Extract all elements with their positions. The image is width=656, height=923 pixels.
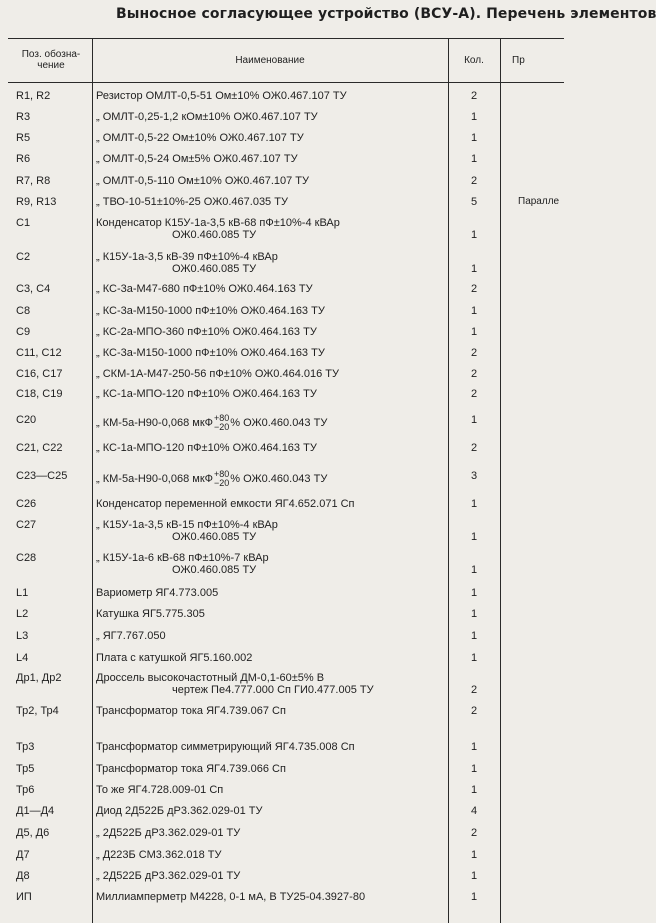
row-name (96, 784, 448, 796)
row-note: Паралле (518, 196, 560, 207)
row-ref: C2 (16, 251, 31, 263)
row-qty: 1 (470, 741, 478, 753)
row-ref: C1 (16, 217, 31, 229)
row-name (96, 368, 448, 380)
row-qty: 1 (470, 608, 478, 620)
row-qty: 1 (470, 564, 478, 576)
row-ref: Тр2, Тр4 (16, 705, 59, 717)
row-ref: R6 (16, 153, 31, 165)
row-qty: 1 (470, 263, 478, 275)
row-name-text: „ КС-1а-МПО-120 пФ±10% ОЖ0.464.163 ТУ (96, 388, 317, 400)
row-qty: 1 (470, 229, 478, 241)
row-qty: 2 (470, 368, 478, 380)
row-name (96, 470, 448, 488)
row-qty: 2 (470, 283, 478, 295)
row-ref: L4 (16, 652, 29, 664)
row-name-text: „ КС-3а-М150-1000 пФ±10% ОЖ0.464.163 ТУ (96, 347, 325, 359)
row-name (96, 552, 448, 576)
row-name-text: Резистор ОМЛТ-0,5-51 Ом±10% ОЖ0.467.107 ТУ (96, 90, 347, 102)
row-name-text: Конденсатор переменной емкости ЯГ4.652.071 Сп (96, 498, 355, 510)
row-name-text: „ КС-3а-М47-680 пФ±10% ОЖ0.464.163 ТУ (96, 283, 313, 295)
row-qty: 2 (470, 347, 478, 359)
row-ref: R3 (16, 111, 31, 123)
header-note: Пр (512, 54, 525, 66)
row-ref: R1, R2 (16, 90, 51, 102)
row-name (96, 705, 448, 717)
row-ref: C28 (16, 552, 37, 564)
row-name-text: „ ОМЛТ-0,5-110 Ом±10% ОЖ0.467.107 ТУ (96, 175, 309, 187)
row-ref: Д8 (16, 870, 30, 882)
row-ref: Тр3 (16, 741, 35, 753)
row-qty: 1 (470, 849, 478, 861)
header-ref: Поз. обозна-чение (21, 49, 81, 71)
row-name (96, 827, 448, 839)
row-name (96, 870, 448, 882)
row-qty: 1 (470, 630, 478, 642)
row-ref: R5 (16, 132, 31, 144)
row-name-text: „ КС-2а-МПО-360 пФ±10% ОЖ0.464.163 ТУ (96, 326, 317, 338)
row-name (96, 849, 448, 861)
row-name (96, 672, 448, 696)
row-ref: Др1, Др2 (16, 672, 62, 684)
row-ref: Д5, Д6 (16, 827, 50, 839)
row-name-text: „ ОМЛТ-0,5-22 Ом±10% ОЖ0.467.107 ТУ (96, 132, 304, 144)
row-name-text: „ КМ-5а-Н90-0,068 мкФ (96, 472, 214, 485)
row-qty: 2 (470, 827, 478, 839)
row-name (96, 442, 448, 454)
row-name-text: „ 2Д522Б дР3.362.029-01 ТУ (96, 870, 241, 882)
header-name: Наименование (235, 54, 305, 66)
row-name-text: Дроссель высокочастотный ДМ-0,1-60±5% В (96, 672, 325, 684)
row-qty: 1 (470, 531, 478, 543)
row-ref: C20 (16, 414, 37, 426)
row-qty: 1 (470, 587, 478, 599)
row-name (96, 414, 448, 432)
row-ref: C23—C25 (16, 470, 68, 482)
row-qty: 2 (470, 90, 478, 102)
row-ref: C11, C12 (16, 347, 62, 359)
row-name-text: Конденсатор К15У-1а-3,5 кВ-68 пФ±10%-4 кВАр (96, 217, 340, 229)
row-ref: R9, R13 (16, 196, 57, 208)
row-qty: 2 (470, 442, 478, 454)
row-name (96, 891, 448, 903)
row-qty: 1 (470, 326, 478, 338)
row-qty: 1 (470, 891, 478, 903)
row-name-text: „ К15У-1а-6 кВ-68 пФ±10%-7 кВАр (96, 552, 269, 564)
row-name-text: „ КС-3а-М150-1000 пФ±10% ОЖ0.464.163 ТУ (96, 305, 325, 317)
row-qty: 1 (470, 153, 478, 165)
row-name-text: „ ЯГ7.767.050 (96, 630, 166, 642)
row-qty: 4 (470, 805, 478, 817)
row-name-text: То же ЯГ4.728.009-01 Сп (96, 784, 224, 796)
tolerance-lower: −20 (214, 478, 230, 488)
row-name (96, 519, 448, 543)
row-name-text: Катушка ЯГ5.775.305 (96, 608, 205, 620)
tolerance-lower: −20 (214, 422, 230, 432)
row-ref: C26 (16, 498, 37, 510)
row-name-text: „ Д223Б СМ3.362.018 ТУ (96, 849, 222, 861)
row-qty: 2 (470, 705, 478, 717)
row-name (96, 217, 448, 241)
tolerance-fraction (214, 414, 229, 432)
tolerance-upper: +80 (214, 413, 230, 423)
row-name (96, 196, 448, 208)
row-name (96, 388, 448, 400)
page-title: Выносное согласующее устройство (ВСУ-А). Перечень элементов (116, 6, 656, 22)
row-qty: 1 (470, 498, 478, 510)
row-name (96, 305, 448, 317)
tolerance-upper: +80 (214, 469, 230, 479)
column-rule-3 (500, 38, 501, 923)
row-name (96, 630, 448, 642)
row-name (96, 153, 448, 165)
row-ref: ИП (16, 891, 32, 903)
tolerance-fraction (214, 470, 229, 488)
row-ref: Тр6 (16, 784, 35, 796)
row-qty: 2 (470, 684, 478, 696)
row-name (96, 587, 448, 599)
row-name (96, 175, 448, 187)
row-qty: 1 (470, 870, 478, 882)
row-name-text: Трансформатор симметрирующий ЯГ4.735.008 Сп (96, 741, 355, 753)
row-name (96, 90, 448, 102)
row-name-text: „ ОМЛТ-0,5-24 Ом±5% ОЖ0.467.107 ТУ (96, 153, 298, 165)
column-rule-1 (92, 38, 93, 923)
row-name-text: „ К15У-1а-3,5 кВ-39 пФ±10%-4 кВАр (96, 251, 278, 263)
row-name-text: Трансформатор тока ЯГ4.739.066 Сп (96, 763, 286, 775)
row-name-text: „ 2Д522Б дР3.362.029-01 ТУ (96, 827, 241, 839)
row-name-line2: ОЖ0.460.085 ТУ (172, 564, 257, 576)
row-name-line2: ОЖ0.460.085 ТУ (172, 229, 257, 241)
row-name (96, 763, 448, 775)
row-ref: C9 (16, 326, 31, 338)
row-name-line2: чертеж Пе4.777.000 Сп ГИ0.477.005 ТУ (172, 684, 374, 696)
row-ref: R7, R8 (16, 175, 51, 187)
row-qty: 2 (470, 175, 478, 187)
row-ref: Д7 (16, 849, 30, 861)
row-name-text: „ ТВО-10-51±10%-25 ОЖ0.467.035 ТУ (96, 196, 288, 208)
header-qty: Кол. (464, 54, 484, 66)
row-qty: 2 (470, 388, 478, 400)
row-ref: L1 (16, 587, 29, 599)
row-name (96, 326, 448, 338)
row-name (96, 498, 448, 510)
row-name-text: Диод 2Д522Б дР3.362.029-01 ТУ (96, 805, 263, 817)
row-ref: Д1—Д4 (16, 805, 55, 817)
row-qty: 1 (470, 414, 478, 426)
row-name-text: „ ОМЛТ-0,25-1,2 кОм±10% ОЖ0.467.107 ТУ (96, 111, 318, 123)
row-qty: 1 (470, 305, 478, 317)
row-name-tail: % ОЖ0.460.043 ТУ (230, 472, 328, 485)
row-ref: C21, C22 (16, 442, 63, 454)
row-name (96, 132, 448, 144)
row-name (96, 347, 448, 359)
elements-table (0, 38, 564, 923)
row-name (96, 283, 448, 295)
row-name (96, 741, 448, 753)
row-qty: 1 (470, 784, 478, 796)
row-ref: C8 (16, 305, 31, 317)
row-qty: 3 (470, 470, 478, 482)
row-name-text: „ СКМ-1А-М47-250-56 пФ±10% ОЖ0.464.016 ТУ (96, 368, 339, 380)
row-name-text: Миллиамперметр М4228, 0-1 мА, В ТУ25-04.3927-80 (96, 891, 366, 903)
row-name (96, 652, 448, 664)
row-name-text: Вариометр ЯГ4.773.005 (96, 587, 219, 599)
row-name-text: Трансформатор тока ЯГ4.739.067 Сп (96, 705, 286, 717)
row-ref: C18, C19 (16, 388, 63, 400)
row-qty: 1 (470, 111, 478, 123)
row-ref: L3 (16, 630, 29, 642)
row-ref: C27 (16, 519, 37, 531)
row-ref: L2 (16, 608, 29, 620)
row-name-line2: ОЖ0.460.085 ТУ (172, 263, 257, 275)
row-name (96, 111, 448, 123)
row-qty: 5 (470, 196, 478, 208)
row-ref: Тр5 (16, 763, 35, 775)
row-name-tail: % ОЖ0.460.043 ТУ (230, 416, 328, 429)
row-ref: C3, C4 (16, 283, 51, 295)
row-name-text: Плата с катушкой ЯГ5.160.002 (96, 652, 253, 664)
row-ref: C16, C17 (16, 368, 63, 380)
row-name (96, 251, 448, 275)
row-name-line2: ОЖ0.460.085 ТУ (172, 531, 257, 543)
row-name (96, 805, 448, 817)
row-qty: 1 (470, 132, 478, 144)
row-qty: 1 (470, 652, 478, 664)
row-name-text: „ КМ-5а-Н90-0,068 мкФ (96, 416, 214, 429)
row-name-text: „ КС-1а-МПО-120 пФ±10% ОЖ0.464.163 ТУ (96, 442, 317, 454)
row-name (96, 608, 448, 620)
row-name-text: „ К15У-1а-3,5 кВ-15 пФ±10%-4 кВАр (96, 519, 278, 531)
row-qty: 1 (470, 763, 478, 775)
